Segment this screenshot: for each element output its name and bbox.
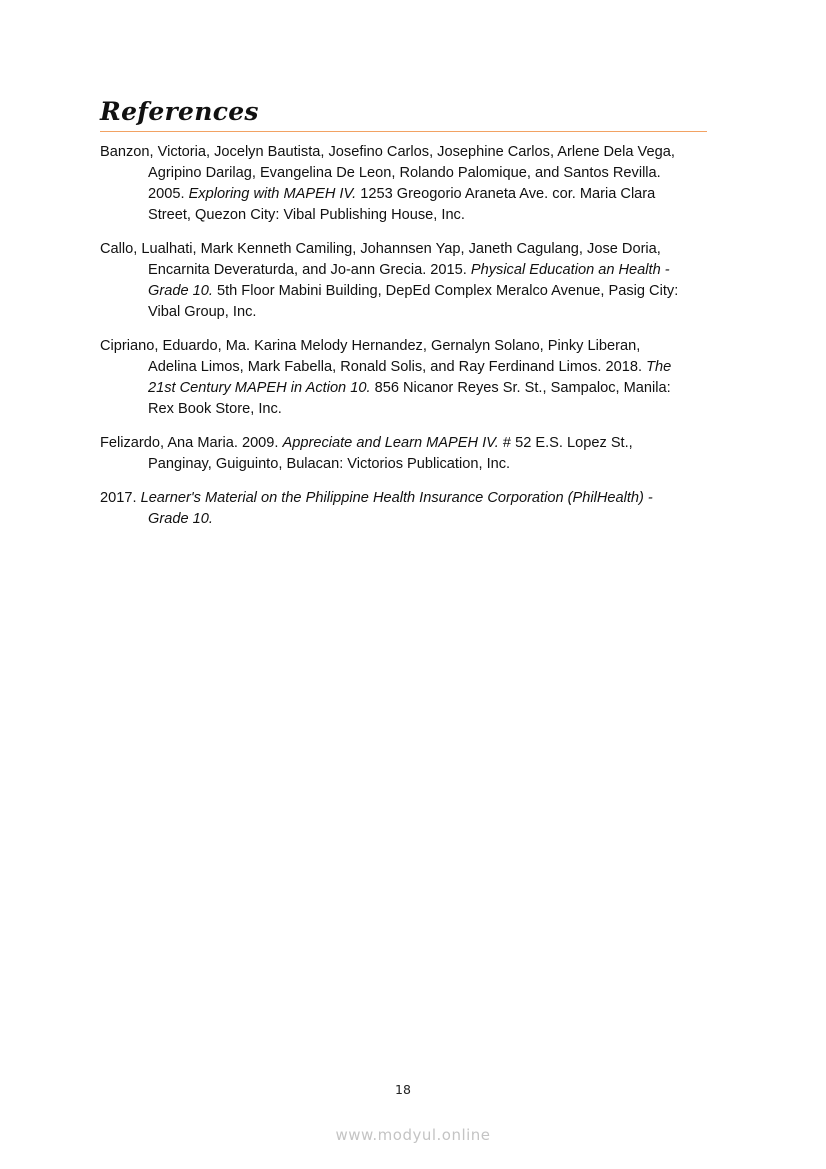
reference-text: Encarnita Deveraturda, and Jo-ann Grecia. 2015. <box>148 262 471 278</box>
reference-text: # 52 E.S. Lopez St., <box>498 435 633 451</box>
reference-title-text: Grade 10. <box>148 511 213 527</box>
reference-line <box>100 357 720 378</box>
reference-text: 1253 Greogorio Araneta Ave. cor. Maria Clara <box>356 186 656 202</box>
reference-text: Adelina Limos, Mark Fabella, Ronald Solis, and Ray Ferdinand Limos. 2018. <box>148 359 647 375</box>
reference-entry <box>100 239 720 323</box>
reference-line <box>100 399 720 420</box>
reference-line <box>100 260 720 281</box>
reference-text: Agripino Darilag, Evangelina De Leon, Rolando Palomique, and Santos Revilla. <box>148 165 661 181</box>
reference-line <box>100 378 720 399</box>
reference-line <box>100 433 720 454</box>
reference-line <box>100 302 720 323</box>
reference-title-text: The <box>646 359 672 375</box>
reference-text: Vibal Group, Inc. <box>148 304 257 320</box>
reference-text: Callo, Lualhati, Mark Kenneth Camiling, Johannsen Yap, Janeth Cagulang, Jose Doria, <box>100 241 661 257</box>
reference-entry <box>100 433 720 475</box>
reference-title-text: Appreciate and Learn MAPEH IV. <box>282 435 499 451</box>
reference-line <box>100 184 720 205</box>
reference-text: Felizardo, Ana Maria. 2009. <box>100 435 283 451</box>
watermark: www.modyul.online <box>335 1126 491 1144</box>
reference-text: 5th Floor Mabini Building, DepEd Complex Meralco Avenue, Pasig City: <box>212 283 679 299</box>
reference-line <box>100 336 720 357</box>
reference-text: 2017. <box>100 490 141 506</box>
reference-title-text: Learner's Material on the Philippine Health Insurance Corporation (PhilHealth) - <box>140 490 653 506</box>
reference-line <box>100 281 720 302</box>
reference-entry <box>100 142 720 226</box>
reference-title-text: Physical Education an Health - <box>470 262 670 278</box>
reference-line <box>100 488 720 509</box>
reference-line <box>100 509 720 530</box>
reference-text: 2005. <box>148 186 189 202</box>
reference-text: 856 Nicanor Reyes Sr. St., Sampaloc, Manila: <box>370 380 671 396</box>
reference-text: Banzon, Victoria, Jocelyn Bautista, Josefino Carlos, Josephine Carlos, Arlene Dela Vega, <box>100 144 675 160</box>
reference-line <box>100 163 720 184</box>
reference-title-text: Grade 10. <box>148 283 213 299</box>
page-title: References <box>100 97 259 126</box>
reference-entry <box>100 488 720 530</box>
reference-title-text: 21st Century MAPEH in Action 10. <box>148 380 371 396</box>
reference-text: Panginay, Guiguinto, Bulacan: Victorios Publication, Inc. <box>148 456 511 472</box>
reference-line <box>100 205 720 226</box>
reference-line <box>100 142 720 163</box>
reference-line <box>100 239 720 260</box>
page-number: 18 <box>395 1082 411 1097</box>
reference-line <box>100 454 720 475</box>
reference-list <box>100 142 720 543</box>
reference-text: Rex Book Store, Inc. <box>148 401 282 417</box>
reference-entry <box>100 336 720 420</box>
reference-text: Street, Quezon City: Vibal Publishing House, Inc. <box>148 207 465 223</box>
reference-text: Cipriano, Eduardo, Ma. Karina Melody Hernandez, Gernalyn Solano, Pinky Liberan, <box>100 338 641 354</box>
reference-title-text: Exploring with MAPEH IV. <box>188 186 357 202</box>
title-divider <box>100 131 707 132</box>
